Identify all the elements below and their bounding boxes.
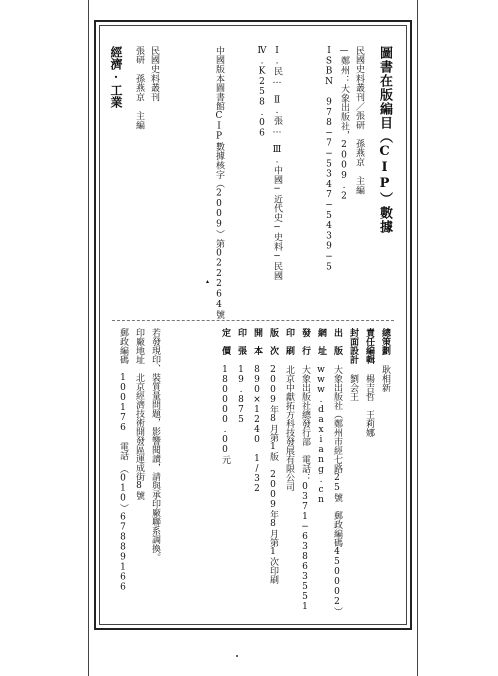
pub-value: 楊吉哲 王莉娜 — [364, 374, 374, 437]
pub-key: 開 本 — [252, 328, 262, 355]
pub-value: 890×1240 1/32 — [252, 365, 262, 494]
series-name: 民國史料叢刊 — [149, 46, 159, 102]
pub-key: 出 版 — [332, 328, 342, 355]
pub-key: 印 張 — [236, 328, 246, 355]
pub-row-price — [220, 328, 229, 464]
pub-key: 版 次 — [268, 328, 278, 355]
postal-code: 郵政編碼 100176 電話 （010）67889166 — [118, 328, 128, 593]
cip-title: 圖書在版編目（CIP）數據 — [377, 46, 392, 234]
section-divider — [112, 320, 394, 321]
pub-value: 劉会王 — [348, 374, 358, 401]
pub-row-format — [252, 328, 261, 494]
pub-key: 網 址 — [316, 328, 326, 355]
pub-value: www.daxiang.cn — [316, 365, 326, 505]
pub-value: 2009年8月第1版 2009年8月第1次印刷 — [268, 365, 278, 584]
pub-row-sheets — [236, 328, 245, 425]
cip-classification: Ⅰ.民… Ⅱ.張… Ⅲ.中國−近代史−史料−民國 — [272, 46, 282, 281]
cip-class-number: Ⅳ.K258.06 — [257, 46, 267, 139]
pub-row-website — [316, 328, 325, 505]
pub-value: 大象出版社總發行部 電話：0371−63863551 — [300, 365, 310, 612]
quality-notice: 若發現印、裝質量問題，影響閱讀，請與承印廠聯系調換。 — [150, 328, 160, 562]
cip-isbn: ISBN 978−7−5347−5439−5 — [324, 46, 334, 273]
pub-value: 大象出版社（鄭州市經七路25號 郵政編碼450002） — [332, 365, 342, 616]
pub-value: 耿相新 — [380, 365, 390, 392]
pub-key: 印 刷 — [284, 328, 294, 355]
series-editors: 張研 孫燕京 主編 — [134, 46, 144, 130]
cip-publisher-line: —鄭州：大象出版社，2009.2 — [339, 46, 349, 202]
pub-row-distribution — [300, 328, 309, 612]
pub-key: 封面設計 — [348, 328, 358, 364]
series-category: 經濟·工業 — [109, 46, 123, 108]
pub-key: 定 價 — [220, 328, 230, 355]
printer-address: 印廠地址 北京經濟技術開發區運成街8號 — [134, 328, 144, 500]
pub-row-cover-design — [348, 328, 357, 401]
scan-speck — [236, 655, 238, 657]
pub-row-edition — [268, 328, 277, 584]
pub-row-editor — [364, 328, 373, 437]
triangle-mark-icon: ▴ — [204, 278, 211, 285]
pub-key: 發 行 — [300, 328, 310, 355]
cip-frame — [94, 20, 412, 630]
cip-record-number: 中國版本圖書館CIP數據核字（2009）第022264號 — [214, 46, 224, 320]
pub-value: 180000.00元 — [220, 365, 230, 464]
pub-key: 責任編輯 — [364, 328, 374, 364]
pub-value: 19.875 — [236, 365, 246, 425]
pub-row-planner — [380, 328, 389, 392]
pub-key: 總策劃 — [380, 328, 390, 355]
pub-row-publisher — [332, 328, 341, 616]
pub-row-printer — [284, 328, 293, 491]
pub-value: 北京中獻拓方科技發展有限公司 — [284, 365, 294, 491]
cip-series-line: 民國史料叢刊／張研 孫燕京 主編 — [354, 46, 364, 195]
